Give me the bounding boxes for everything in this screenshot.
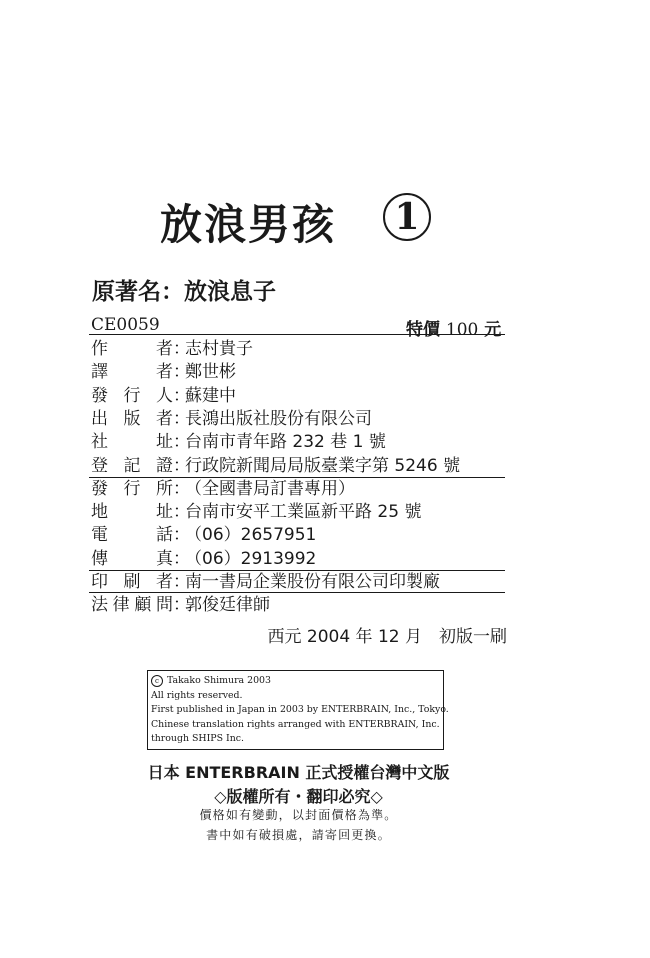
copyright-line: c Takako Shimura 2003	[151, 674, 443, 689]
credit-value: 蘇建中	[185, 385, 236, 406]
credit-value: 行政院新聞局局版臺業字第 5246 號	[185, 455, 461, 476]
credit-row	[91, 361, 236, 383]
credit-value: 台南市安平工業區新平路 25 號	[185, 502, 422, 523]
book-title: 放浪男孩	[160, 200, 337, 249]
credit-label: 印刷者	[91, 572, 173, 592]
credit-row	[91, 501, 421, 523]
credit-row	[91, 571, 440, 593]
credit-row	[91, 455, 460, 477]
price-change-note: 價格如有變動，以封面價格為準。	[199, 808, 398, 822]
price-currency: 元	[484, 320, 502, 340]
credit-label: 地址	[91, 502, 173, 523]
credit-colon: ：	[173, 408, 190, 429]
credit-label: 法律顧問	[91, 595, 173, 616]
credit-value: 南一書局企業股份有限公司印製廠	[185, 572, 440, 592]
credit-value: （06）2913992	[185, 548, 317, 569]
credit-colon: ：	[173, 455, 190, 476]
credit-label: 傳真	[91, 548, 173, 569]
credit-row	[91, 524, 316, 546]
credit-value: （06）2657951	[185, 525, 317, 546]
credit-colon: ：	[173, 595, 190, 616]
credit-value: （全國書局訂書專用）	[185, 478, 355, 499]
damage-return-note: 書中如有破損處，請寄回更換。	[206, 828, 391, 842]
edition-date: 西元 2004 年 12 月 初版一刷	[267, 627, 507, 647]
credit-colon: ：	[173, 548, 190, 569]
credit-value: 長鴻出版社股份有限公司	[185, 408, 372, 429]
copyright-line: First published in Japan in 2003 by ENTERBRAIN, Inc., Tokyo.	[151, 704, 449, 715]
credit-colon: ：	[173, 432, 190, 453]
credit-colon: ：	[173, 385, 190, 406]
divider-line	[89, 592, 505, 593]
credit-value: 郭俊廷律師	[185, 595, 270, 616]
authorization-notice: 日本 ENTERBRAIN 正式授權台灣中文版	[147, 763, 450, 782]
credit-row	[91, 594, 270, 616]
product-code: CE0059	[91, 315, 160, 335]
credit-label: 作者	[91, 339, 173, 359]
credit-colon: ：	[173, 339, 190, 359]
credit-label: 登記證	[91, 455, 173, 476]
credit-row	[91, 408, 372, 430]
credit-row	[91, 338, 253, 360]
credit-label: 發行人	[91, 385, 173, 406]
credit-row	[91, 548, 316, 570]
rights-notice: ◇版權所有・翻印必究◇	[214, 787, 383, 806]
credit-label: 發行所	[91, 478, 173, 499]
credit-value: 台南市青年路 232 巷 1 號	[185, 432, 386, 453]
price-amount: 100	[445, 320, 479, 340]
credit-label: 出版者	[91, 408, 173, 429]
copyright-line: through SHIPS Inc.	[151, 733, 244, 744]
credit-colon: ：	[173, 572, 190, 592]
divider-line	[89, 570, 505, 571]
credit-row	[91, 478, 355, 500]
price-tag	[406, 315, 501, 340]
credit-colon: ：	[173, 525, 190, 546]
credit-colon: ：	[173, 478, 190, 499]
original-title: 原著名：放浪息子	[92, 279, 276, 305]
credit-colon: ：	[173, 502, 190, 523]
price-label: 特價	[406, 320, 440, 340]
credit-value: 鄭世彬	[185, 362, 236, 383]
credit-row	[91, 431, 386, 453]
copyright-line: Chinese translation rights arranged with ENTERBRAIN, Inc.	[151, 718, 440, 730]
credit-value: 志村貴子	[185, 339, 253, 359]
credit-label: 社址	[91, 432, 173, 453]
credit-label: 譯者	[91, 362, 173, 383]
divider-line	[89, 334, 505, 335]
divider-line	[89, 477, 505, 478]
copyright-symbol-icon: c	[151, 675, 163, 687]
credit-colon: ：	[173, 362, 190, 383]
volume-number-badge: 1	[383, 193, 431, 241]
copyright-line: All rights reserved.	[151, 689, 243, 701]
copyright-box	[147, 670, 449, 750]
credit-row	[91, 385, 236, 407]
credit-label: 電話	[91, 525, 173, 546]
